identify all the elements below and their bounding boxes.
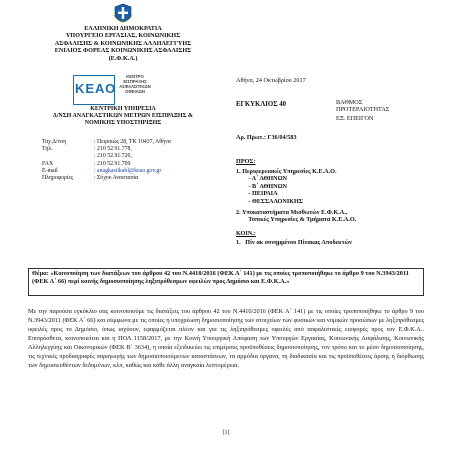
logo-letters-text: ΚΕΑΟ xyxy=(75,81,117,96)
contact-row xyxy=(42,161,171,168)
contact-row xyxy=(42,153,171,160)
service-line: ΚΕΝΤΡΙΚΗ ΥΠΗΡΕΣΙΑ xyxy=(90,106,156,112)
contact-block xyxy=(42,139,171,182)
contact-label: FAX xyxy=(42,160,54,167)
contact-value: : 210 52.91.720, xyxy=(94,153,132,160)
contact-label: Πληροφορίες xyxy=(42,175,74,182)
header-line: ΕΛΛΗΝΙΚΗ ΔΗΜΟΚΡΑΤΙΑ xyxy=(84,25,162,32)
logo-caption: ΚΕΝΤΡΟ ΕΙΣΠΡΑΞΗΣ ΑΣΦΑΛΙΣΤΙΚΩΝ ΟΦΕΙΛΩΝ xyxy=(119,74,151,94)
header-line: ΥΠΟΥΡΓΕΙΟ ΕΡΓΑΣΙΑΣ, ΚΟΙΝΩΝΙΚΗΣ xyxy=(65,32,181,40)
protocol-number: Αρ. Πρωτ.: Γ36/04/583 xyxy=(236,134,297,141)
email-link[interactable]: : anagkastikabl@keao.gov.gr xyxy=(94,167,162,174)
to-item: - ΠΕΙΡΑΙΑ xyxy=(236,190,278,198)
header-line: ΕΝΙΑΙΟΣ ΦΟΡΕΑΣ ΚΟΙΝΩΝΙΚΗΣ ΑΣΦΑΛΙΣΗΣ xyxy=(54,47,192,55)
header-line: (Ε.Φ.Κ.Α.) xyxy=(108,54,138,62)
header-line: ΑΣΦΑΛΙΣΗΣ & ΚΟΙΝΩΝΙΚΗΣ ΑΛΛΗΛΕΓΓΥΗΣ xyxy=(54,39,192,47)
recipients-block xyxy=(236,158,356,247)
logo-letters xyxy=(75,81,116,96)
subject-box xyxy=(28,268,424,296)
to-item: - Β΄ ΑΘΗΝΩΝ xyxy=(236,182,288,190)
greek-emblem-icon xyxy=(113,3,133,23)
body-paragraph: Με την παρούσα εγκύκλιο σας κοινοποιούμε τις διατάξεις του άρθρου 42 του Ν.4410/2016 (ΦΕΚ Α΄ 141) με τις οποίες τροποποιήθηκε το άρθρο 9 του Ν.3943/2011 (ΦΕΚ Α΄ 66) και σύμφωνα με τις οποίες η υποχρέωση δημοσιοποίησης των στοιχείων των φυσικών και νομικών προσώπων με ληξιπρόθεσμες οφειλές προς το Δημόσιο, όπως ισχύουν, εφαρμόζεται πλέον και για τις ληξιπρόθεσμες οφειλές από ασφαλιστικές εισφορές προς τον Ε.Φ.Κ.Α.. Επιπρόσθετα, κοινοποιείται και η ΠΟΛ 1158/2017, με την Κοινή Υπουργική Απόφαση των Υπουργών Εργασίας, Κοινωνικής Ασφάλισης, Κοινωνικής Αλληλεγγύης και Οικονομικών (ΦΕΚ Β΄ 3634), η οποία εξειδικεύει τις επιμέρους προϋποθέσεις δημοσιοποίησης, τον τρόπο και το μέσο δημοσιοποίησης, τις τεχνικές προδιαγραφές παραγωγής των δημοσιοποιούμενων καταστάσεων, τα αρμόδια όργανα, τη διαδικασία και τις προϋποθέσεις άρσης ή διόρθωσης των δημοσιευθέντων δεδομένων, κλπ, καθώς και κάθε άλλη αναγκαία λεπτομέρεια. xyxy=(28,308,424,369)
page-number: [1] xyxy=(222,430,230,436)
contact-row xyxy=(42,175,171,182)
service-line: Δ/ΝΣΗ ΑΝΑΓΚΑΣΤΙΚΩΝ ΜΕΤΡΩΝ ΕΙΣΠΡΑΞΗΣ & xyxy=(52,113,194,120)
subject-text: Θέμα: «Κοινοποίηση των διατάξεων του άρθρου 42 του Ν.4410/2016 (ΦΕΚ Α΄ 141) με τις οποίες τροποποιήθηκε το άρθρο 9 του Ν.3943/2011 (ΦΕΚ Α΄ 66) περί κοινής δημοσιοποίησης ληξιπρόθεσμων οφειλών προς Δημόσιο και Ε.Φ.Κ.Α.» xyxy=(32,270,409,285)
contact-label: E-mail xyxy=(42,167,58,174)
contact-row xyxy=(42,139,171,146)
koin-title: ΚΟΙΝ.: xyxy=(236,229,256,237)
to-item: - Α΄ ΑΘΗΝΩΝ xyxy=(236,175,287,183)
to-item: - ΘΕΣΣΑΛΟΝΙΚΗΣ xyxy=(236,197,303,205)
circular-number: ΕΓΚΥΚΛΙΟΣ 40 xyxy=(236,101,287,108)
header-service xyxy=(28,106,218,128)
to-title: ΠΡΟΣ: xyxy=(236,158,256,165)
keao-logo xyxy=(73,75,117,103)
body-text xyxy=(28,307,424,370)
to-item: 2. Υποκαταστήματα Μισθωτών Ε.Φ.Κ.Α., xyxy=(236,208,348,216)
date-line: Αθήνα, 24 Οκτωβρίου 2017 xyxy=(236,77,306,84)
contact-value: : Σόχου Αναστασία xyxy=(94,175,139,182)
to-item: 1. Περιφερειακές Υπηρεσίες Κ.Ε.Α.Ο. xyxy=(236,167,337,175)
contact-value: : Πειραιώς 28, ΤΚ 10437, Αθήνα xyxy=(94,139,171,145)
to-item: Τοπικές Υπηρεσίες & Τμήματα Κ.Ε.Α.Ο. xyxy=(236,216,357,224)
priority-label: ΒΑΘΜΟΣ xyxy=(336,99,363,106)
contact-label: Ταχ.Δ/νση xyxy=(42,139,67,145)
header-ministry xyxy=(28,25,218,62)
contact-row xyxy=(42,168,171,175)
priority-value: ΕΞ. ΕΠΕΙΓΟΝ xyxy=(336,115,374,123)
contact-value: : 210 52.91.709 xyxy=(94,160,131,167)
contact-label: Τηλ. xyxy=(42,146,53,153)
contact-row xyxy=(42,146,171,153)
service-line: ΝΟΜΙΚΗΣ ΥΠΟΣΤΗΡΙΞΗΣ xyxy=(84,120,162,127)
priority-label-2: ΠΡΟΤΕΡΑΙΟΤΗΤΑΣ xyxy=(336,106,390,114)
priority-block xyxy=(336,99,389,123)
koin-item: 1. Πίν ακ συνημμένου Πίνακας Αποδεκτών xyxy=(236,239,352,247)
contact-value: : 210 52.91.778, xyxy=(94,146,132,153)
